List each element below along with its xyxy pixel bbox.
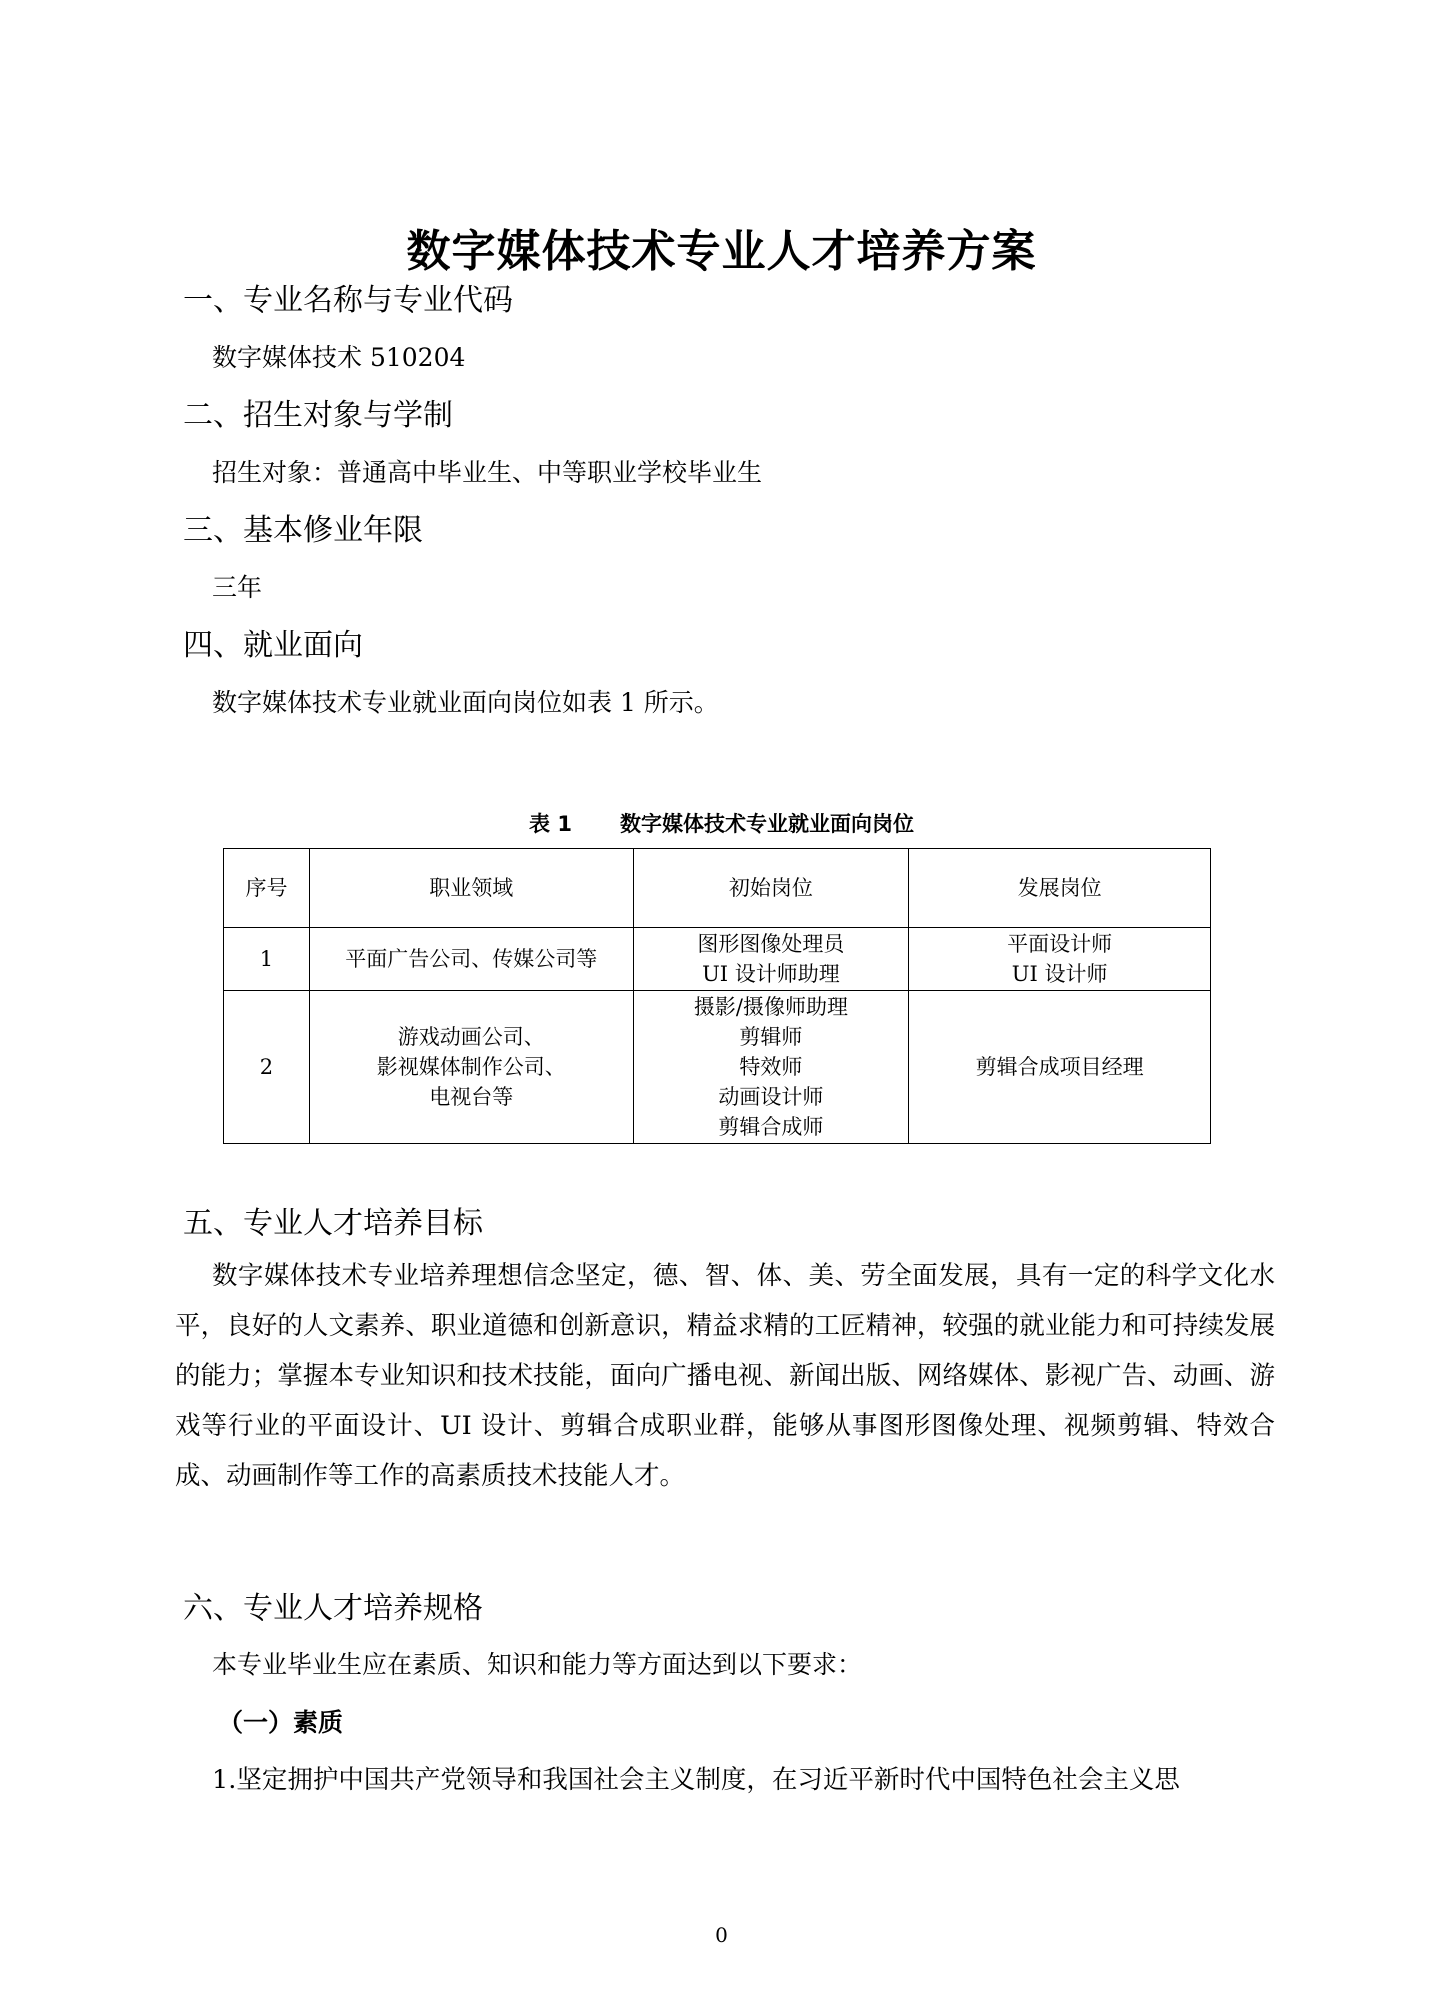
- section-text-6: 本专业毕业生应在素质、知识和能力等方面达到以下要求：: [212, 1650, 863, 1679]
- table-caption-number: 表 1: [529, 812, 572, 836]
- row-field: [309, 991, 633, 1144]
- table-row: [224, 991, 1211, 1144]
- employment-table: [223, 848, 1211, 1144]
- section-text-1: 数字媒体技术 510204: [212, 343, 466, 372]
- header-field: 职业领域: [309, 849, 633, 928]
- subsection-heading: （一）素质: [218, 1708, 344, 1737]
- page-number: 0: [715, 1923, 728, 1947]
- list-item: 1.坚定拥护中国共产党领导和我国社会主义制度，在习近平新时代中国特色社会主义思: [212, 1765, 1180, 1795]
- row-initial: [633, 991, 909, 1144]
- row-initial: [633, 928, 909, 991]
- cell-line: 剪辑合成师: [718, 1115, 824, 1139]
- section-heading-4: 四、就业面向: [183, 628, 363, 663]
- section-heading-1: 一、专业名称与专业代码: [183, 283, 513, 318]
- section-heading-6: 六、专业人才培养规格: [183, 1591, 483, 1626]
- cell-line: 图形图像处理员: [697, 932, 845, 956]
- cell-line: UI 设计师助理: [702, 962, 840, 986]
- section-text-3: 三年: [212, 573, 263, 602]
- cell-line: 特效师: [739, 1055, 803, 1079]
- cell-line: 摄影/摄像师助理: [693, 995, 848, 1019]
- row-develop: [909, 928, 1211, 991]
- section-text-2: 招生对象：普通高中毕业生、中等职业学校毕业生: [212, 458, 763, 487]
- table-row: [224, 928, 1211, 991]
- section-text-4: 数字媒体技术专业就业面向岗位如表 1 所示。: [212, 688, 719, 717]
- section-heading-2: 二、招生对象与学制: [183, 398, 453, 433]
- document-title: 数字媒体技术专业人才培养方案: [406, 226, 1037, 277]
- cell-line: 平面广告公司、传媒公司等: [345, 947, 598, 971]
- cell-line: 电视台等: [429, 1085, 514, 1109]
- cell-line: 游戏动画公司、: [397, 1025, 545, 1049]
- section-heading-3: 三、基本修业年限: [183, 513, 423, 548]
- row-no: 2: [224, 991, 310, 1144]
- table-caption-title: 数字媒体技术专业就业面向岗位: [619, 812, 914, 836]
- header-develop: 发展岗位: [909, 849, 1211, 928]
- section-paragraph-5: 数字媒体技术专业培养理想信念坚定，德、智、体、美、劳全面发展，具有一定的科学文化水平，良好的人文素养、职业道德和创新意识，精益求精的工匠精神，较强的就业能力和可持续发展的能力；掌握本专业知识和技术技能，面向广播电视、新闻出版、网络媒体、影视广告、动画、游戏等行业的平面设计、UI 设计、剪辑合成职业群，能够从事图形图像处理、视频剪辑、特效合成、动画制作等工作的高素质技术技能人才。: [175, 1261, 1275, 1491]
- header-no: 序号: [224, 849, 310, 928]
- cell-line: 剪辑合成项目经理: [975, 1055, 1144, 1079]
- table-caption: [0, 808, 1443, 838]
- header-initial: 初始岗位: [633, 849, 909, 928]
- cell-line: 影视媒体制作公司、: [376, 1055, 566, 1079]
- table-header-row: [224, 849, 1211, 928]
- row-develop: [909, 991, 1211, 1144]
- row-no: 1: [224, 928, 310, 991]
- cell-line: UI 设计师: [1011, 962, 1108, 986]
- row-field: [309, 928, 633, 991]
- cell-line: 平面设计师: [1007, 932, 1113, 956]
- cell-line: 剪辑师: [739, 1025, 803, 1049]
- cell-line: 动画设计师: [718, 1085, 824, 1109]
- section-heading-5: 五、专业人才培养目标: [183, 1206, 483, 1241]
